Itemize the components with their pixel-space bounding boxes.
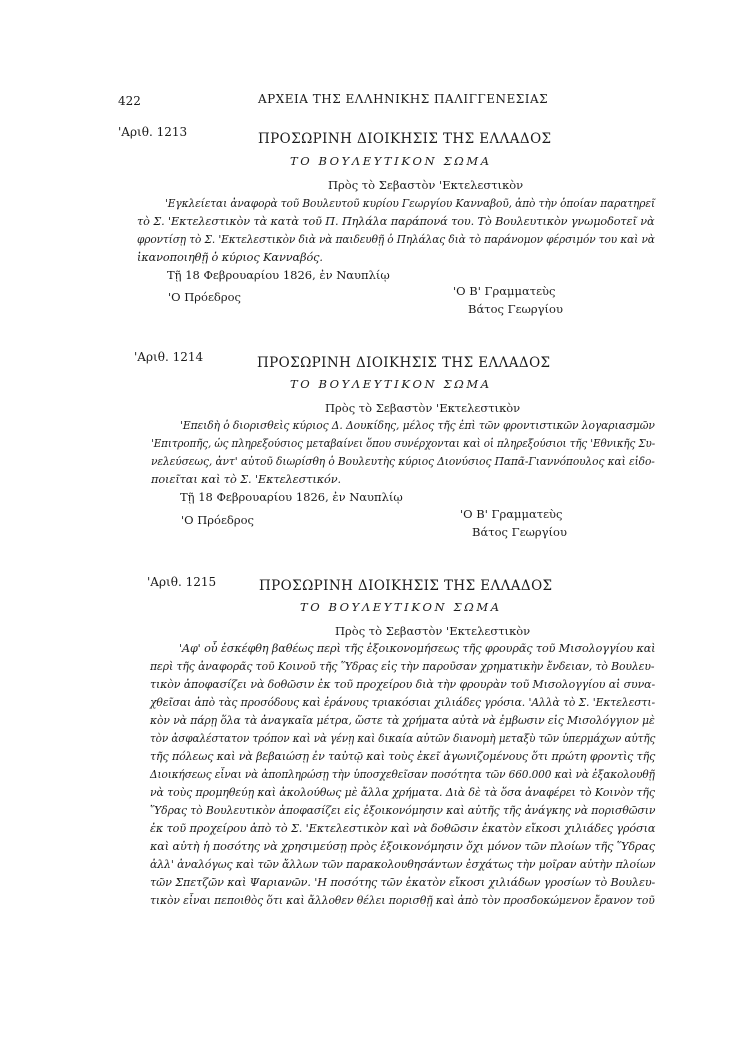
secretary-label: 'Ο Β' Γραμματεὺς (453, 284, 556, 298)
body-line: 'Επιτροπῆς, ὡς πληρεξούσιος μεταβαίνει ὅπου συνέρχονται καὶ οἱ πληρεξούσιοι τῆς 'Εθνικῆς Συ- (151, 437, 656, 450)
president-signature-label: 'Ο Πρόεδρος (181, 513, 254, 527)
body-line: τῶν Σπετζῶν καὶ Ψαριανῶν. 'Η ποσότης τῶν ἑκατὸν εἴκοσι χιλιάδων γροσίων τὸ Βουλευ- (150, 876, 656, 889)
document-subheading: ΤΟ ΒΟΥΛΕΥΤΙΚΟΝ ΣΩΜΑ (290, 154, 492, 168)
body-line: 'Επειδὴ ὁ διορισθεὶς κύριος Δ. Δουκίδης, μέλος τῆς ἐπὶ τῶν φροντιστικῶν λογαριασμῶν (180, 419, 655, 432)
body-line: ποιεῖται καὶ τὸ Σ. 'Εκτελεστικόν. (151, 473, 341, 486)
body-line: ἱκανοποιηθῇ ὁ κύριος Κανναβός. (137, 251, 323, 264)
body-line: χθεῖσαι ἀπὸ τὰς προσόδους καὶ ἐράνους τριακόσιαι χιλιάδες γρόσια. 'Αλλὰ τὸ Σ. 'Εκτελεστι- (150, 696, 656, 709)
document-heading: ΠΡΟΣΩΡΙΝΗ ΔΙΟΙΚΗΣΙΣ ΤΗΣ ΕΛΛΑΔΟΣ (258, 131, 552, 147)
body-line: φροντίσῃ τὸ Σ. 'Εκτελεστικὸν διὰ νὰ παιδευθῇ ὁ Πηλάλας διὰ τὸ παράνομον φέρσιμόν του καὶ νὰ (137, 233, 655, 246)
document-date: Τῇ 18 Φεβρουαρίου 1826, ἐν Ναυπλίῳ (167, 268, 390, 282)
running-head: ΑΡΧΕΙΑ ΤΗΣ ΕΛΛΗΝΙΚΗΣ ΠΑΛΙΓΓΕΝΕΣΙΑΣ (258, 92, 549, 106)
body-line: τικὸν ἀποφασίζει νὰ δοθῶσιν ἐκ τοῦ προχείρου διὰ τὴν φρουρὰν τοῦ Μισολογγίου αἱ συνα- (150, 678, 656, 691)
document-number: 'Αριθ. 1214 (134, 350, 204, 364)
body-line: κὸν νὰ πάρῃ ὅλα τὰ ἀναγκαῖα μέτρα, ὥστε τὰ χρήματα αὐτὰ νὰ ἐμβωσιν εἰς Μισολόγγιον μὲ (150, 714, 655, 727)
body-line: τῆς πόλεως καὶ νὰ βεβαιώσῃ ἐν ταὐτῷ καὶ τοὺς ἐκεῖ ἀγωνιζομένους ὅτι πρώτη φροντὶς τῆς (150, 750, 656, 763)
body-line: καὶ αὐτὴ ἡ ποσότης νὰ χρησιμεύσῃ πρὸς ἐξοικονόμησιν ὄχι μόνον τῶν πλοίων τῆς Ὕδρας (150, 840, 656, 853)
document-heading: ΠΡΟΣΩΡΙΝΗ ΔΙΟΙΚΗΣΙΣ ΤΗΣ ΕΛΛΑΔΟΣ (259, 578, 553, 594)
addressee: Πρὸς τὸ Σεβαστὸν 'Εκτελεστικὸν (328, 178, 524, 192)
body-line: τὸν ἀσφαλέστατον τρόπον καὶ νὰ γένῃ καὶ δικαία αὐτῶν διανομὴ μεταξὺ τῶν ὑπερμάχων αὐτῆς (150, 732, 656, 745)
body-line: Διοικήσεως εἶναι νὰ ἀποπληρώσῃ τὴν ὑποσχεθεῖσαν ποσότητα τῶν 660.000 καὶ νὰ ἐξακολουθῇ (150, 768, 655, 781)
president-signature-label: 'Ο Πρόεδρος (168, 290, 241, 304)
body-line: ἐκ τοῦ προχείρου ἀπὸ τὸ Σ. 'Εκτελεστικὸν καὶ νὰ δοθῶσιν ἑκατὸν εἴκοσι χιλιάδες γρόσια (150, 822, 656, 835)
body-line: τὸ Σ. 'Εκτελεστικὸν τὰ κατὰ τοῦ Π. Πηλάλα παράπονά του. Τὸ Βουλευτικὸν γνωμοδοτεῖ νὰ (137, 215, 655, 228)
document-date: Τῇ 18 Φεβρουαρίου 1826, ἐν Ναυπλίῳ (180, 490, 403, 504)
document-subheading: ΤΟ ΒΟΥΛΕΥΤΙΚΟΝ ΣΩΜΑ (300, 600, 502, 614)
addressee: Πρὸς τὸ Σεβαστὸν 'Εκτελεστικὸν (335, 624, 531, 638)
body-line: νελεύσεως, ἀντ' αὐτοῦ διωρίσθη ὁ Βουλευτὴς κύριος Διονύσιος Παπᾶ-Γιαννόπουλος καὶ εἰδο- (151, 455, 655, 468)
secretary-name: Βάτος Γεωργίου (472, 525, 567, 539)
document-number: 'Αριθ. 1213 (118, 125, 188, 139)
body-line: Ὕδρας τὸ Βουλευτικὸν ἀποφασίζει εἰς ἐξοικονόμησιν καὶ αὐτῆς τῆς ἀνάγκης νὰ πορισθῶσιν (150, 804, 656, 817)
secretary-label: 'Ο Β' Γραμματεὺς (460, 507, 563, 521)
body-line: νὰ τοὺς προμηθεύῃ καὶ ἀκολούθως μὲ ἄλλα χρήματα. Διὰ δὲ τὰ ὅσα ἀναφέρει τὸ Κοινὸν τῆς (150, 786, 655, 799)
document-subheading: ΤΟ ΒΟΥΛΕΥΤΙΚΟΝ ΣΩΜΑ (290, 377, 492, 391)
page-number: 422 (118, 94, 141, 108)
body-line: 'Εγκλείεται ἀναφορὰ τοῦ Βουλευτοῦ κυρίου Γεωργίου Κανναβοῦ, ἀπὸ τὴν ὁποίαν παρατηρεῖ (165, 197, 655, 210)
body-line: τικὸν εἶναι πεποιθὸς ὅτι καὶ ἄλλοθεν θέλει πορισθῇ καὶ ἀπὸ τὸν προσδοκώμενον ἔρανον τοῦ (150, 894, 655, 907)
document-number: 'Αριθ. 1215 (147, 575, 217, 589)
addressee: Πρὸς τὸ Σεβαστὸν 'Εκτελεστικὸν (325, 401, 521, 415)
body-line: περὶ τῆς ἀναφορᾶς τοῦ Κοινοῦ τῆς Ὕδρας εἰς τὴν παροῦσαν χρηματικὴν ἔνδειαν, τὸ Βουλευ- (150, 660, 655, 673)
secretary-name: Βάτος Γεωργίου (468, 302, 563, 316)
document-heading: ΠΡΟΣΩΡΙΝΗ ΔΙΟΙΚΗΣΙΣ ΤΗΣ ΕΛΛΑΔΟΣ (257, 355, 551, 371)
body-line: ἀλλ' ἀναλόγως καὶ τῶν ἄλλων τῶν παρακολουθησάντων ἐσχάτως τὴν μοῖραν αὐτὴν πλοίων (150, 858, 656, 871)
body-line: 'Αφ' οὗ ἐσκέφθη βαθέως περὶ τῆς ἐξοικονομήσεως τῆς φρουρᾶς τοῦ Μισολογγίου καὶ (179, 642, 656, 655)
